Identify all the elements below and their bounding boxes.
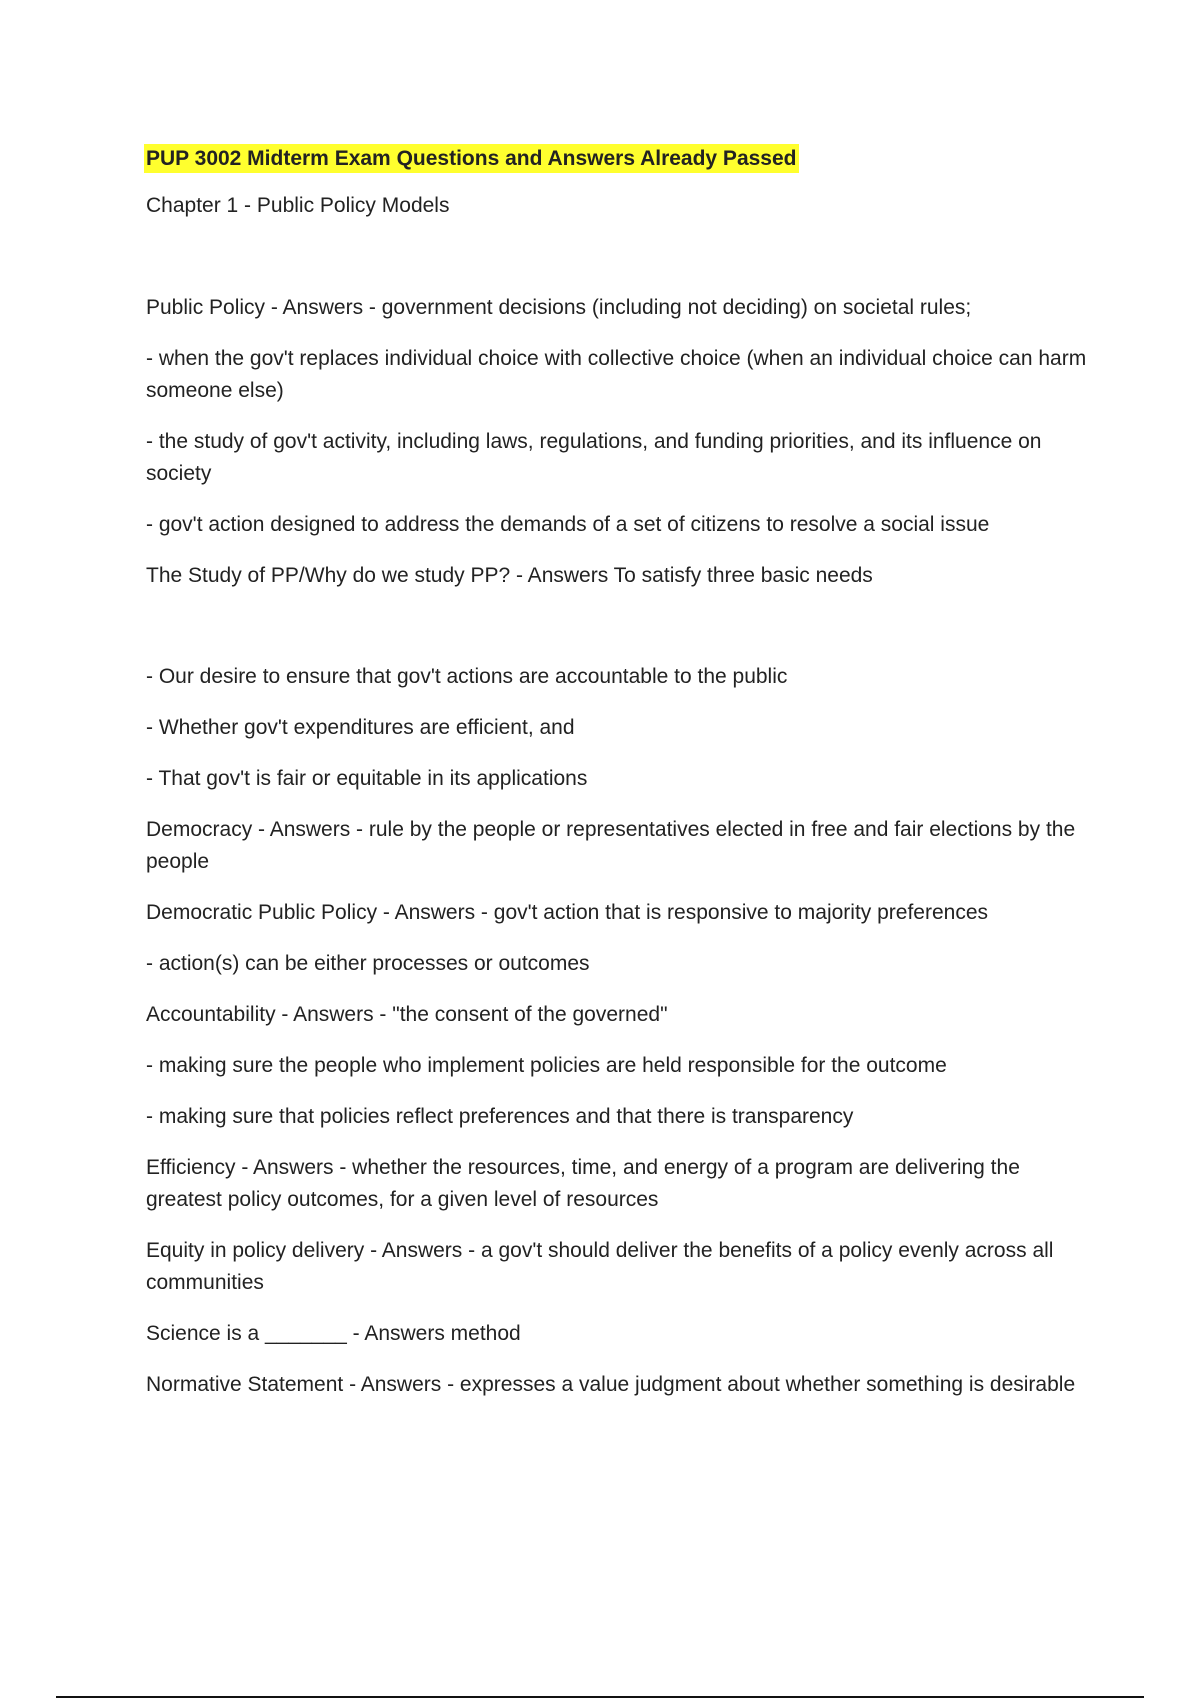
chapter-heading: Chapter 1 - Public Policy Models — [146, 194, 450, 217]
qa-entry: Normative Statement - Answers - expresses a value judgment about whether something is desirable — [146, 1373, 1076, 1396]
qa-entry: - action(s) can be either processes or outcomes — [146, 952, 590, 975]
qa-entry: - making sure the people who implement policies are held responsible for the outcome — [146, 1054, 947, 1077]
qa-entry: Democracy - Answers - rule by the people or representatives elected in free and fair elections by the people — [146, 818, 1076, 873]
footer-divider — [56, 1696, 1144, 1698]
qa-entry: - gov't action designed to address the demands of a set of citizens to resolve a social issue — [146, 513, 990, 536]
qa-entry: The Study of PP/Why do we study PP? - Answers To satisfy three basic needs — [146, 564, 873, 587]
qa-entry: Democratic Public Policy - Answers - gov't action that is responsive to majority preferences — [146, 901, 989, 924]
qa-entry: - Our desire to ensure that gov't actions are accountable to the public — [146, 665, 788, 688]
qa-entry: Equity in policy delivery - Answers - a gov't should deliver the benefits of a policy evenly across all communities — [146, 1239, 1054, 1294]
qa-entry: - making sure that policies reflect preferences and that there is transparency — [146, 1105, 854, 1128]
qa-entry: - the study of gov't activity, including laws, regulations, and funding priorities, and its influence on society — [146, 430, 1042, 485]
qa-entry: - when the gov't replaces individual choice with collective choice (when an individual choice can harm someone else) — [146, 347, 1087, 402]
qa-entry: - That gov't is fair or equitable in its applications — [146, 767, 588, 790]
qa-list — [146, 292, 1091, 1401]
qa-entry: - Whether gov't expenditures are efficient, and — [146, 716, 575, 739]
qa-entry: Public Policy - Answers - government decisions (including not deciding) on societal rules; — [146, 296, 972, 319]
qa-entry: Efficiency - Answers - whether the resources, time, and energy of a program are delivering the greatest policy outcomes, for a given level of resources — [146, 1156, 1020, 1211]
document-title: PUP 3002 Midterm Exam Questions and Answers Already Passed — [144, 144, 799, 173]
qa-entry: Science is a _______ - Answers method — [146, 1322, 521, 1345]
document-content — [146, 144, 1091, 1420]
qa-entry: Accountability - Answers - "the consent of the governed" — [146, 1003, 668, 1026]
